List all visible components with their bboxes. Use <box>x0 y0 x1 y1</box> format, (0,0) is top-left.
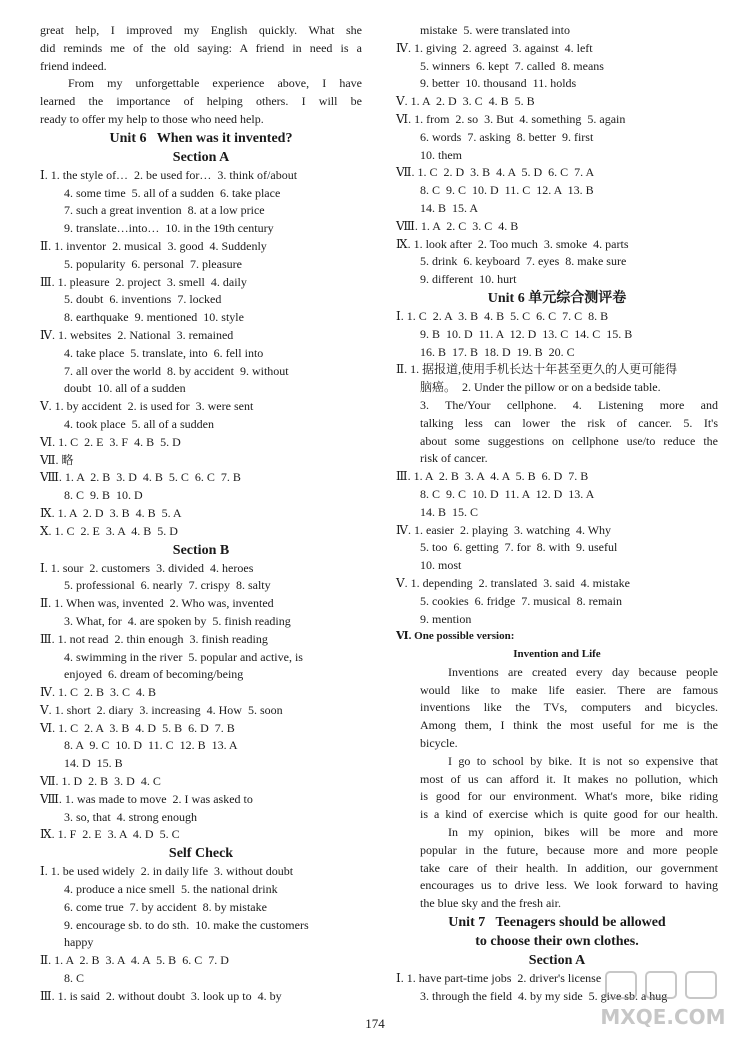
answer-line: enjoyed 6. dream of becoming/being <box>64 667 244 682</box>
answer-line: learned the importance of helping others. I will be <box>40 94 362 109</box>
answer-line: 4. took place 5. all of a sudden <box>64 416 214 431</box>
answer-line: 6. come true 7. by accident 8. by mistake <box>64 899 267 914</box>
answer-line: Invention and Life <box>513 648 601 661</box>
answer-line: 14. D 15. B <box>64 756 123 771</box>
answer-line: Ⅸ. 1. A 2. D 3. B 4. B 5. A <box>40 505 182 520</box>
answer-line: 9. B 10. D 11. A 12. D 13. C 14. C 15. B <box>420 326 633 341</box>
answer-line: 9. encourage sb. to do sth. 10. make the customers <box>64 917 309 932</box>
answer-line: Ⅷ. 1. was made to move 2. I was asked to <box>40 791 253 806</box>
answer-line: 3. through the field 4. by my side 5. give sb. a hug <box>420 988 668 1003</box>
answer-line: Ⅵ. One possible version: <box>396 630 515 643</box>
answer-line: Ⅶ. 1. C 2. D 3. B 4. A 5. D 6. C 7. A <box>396 165 595 180</box>
answer-line: 3. What, for 4. are spoken by 5. finish reading <box>64 613 291 628</box>
answer-line: Among them, I think the most useful for me is the <box>420 718 718 733</box>
answer-line: risk of cancer. <box>420 451 488 466</box>
answer-line: Ⅴ. 1. A 2. D 3. C 4. B 5. B <box>396 94 535 109</box>
answer-line: 5. popularity 6. personal 7. pleasure <box>64 256 242 271</box>
answer-line: Ⅱ. 1. A 2. B 3. A 4. A 5. B 6. C 7. D <box>40 953 229 968</box>
answer-line: Ⅵ. 1. C 2. A 3. B 4. D 5. B 6. D 7. B <box>40 720 235 735</box>
answer-line: doubt 10. all of a sudden <box>64 381 186 396</box>
answer-line: most of us can afford it. It makes no pollution, which <box>420 771 718 786</box>
answer-line: Ⅰ. 1. sour 2. customers 3. divided 4. heroes <box>40 560 254 575</box>
answer-line: 6. words 7. asking 8. better 9. first <box>420 129 594 144</box>
answer-line: Ⅰ. 1. the style of… 2. be used for… 3. think of/about <box>40 167 298 182</box>
answer-line: Ⅱ. 1. When was, invented 2. Who was, invented <box>40 596 274 611</box>
answer-line: 10. them <box>420 147 462 162</box>
answer-line: would like to make life easier. There are famous <box>420 682 718 697</box>
answer-line: Ⅸ. 1. F 2. E 3. A 4. D 5. C <box>40 827 180 842</box>
answer-line: 4. take place 5. translate, into 6. fell into <box>64 345 264 360</box>
answer-line: 5. professional 6. nearly 7. crispy 8. salty <box>64 578 271 593</box>
answer-line: talking less can lower the risk of cancer. 5. It's <box>420 415 718 430</box>
answer-line: Ⅹ. 1. C 2. E 3. A 4. B 5. D <box>40 523 178 538</box>
answer-line: popular in the future, because more and more people <box>420 842 718 857</box>
answer-line: 8. C 9. B 10. D <box>64 488 143 503</box>
answer-line: Ⅷ. 1. A 2. C 3. C 4. B <box>396 218 519 233</box>
answer-line: Ⅲ. 1. not read 2. thin enough 3. finish reading <box>40 631 268 646</box>
answer-line: 16. B 17. B 18. D 19. B 20. C <box>420 344 575 359</box>
answer-line: did reminds me of the old saying: A friend in need is a <box>40 40 362 55</box>
answer-line: 9. translate…into… 10. in the 19th century <box>64 221 274 236</box>
answer-line: Ⅳ. 1. easier 2. playing 3. watching 4. Why <box>396 522 612 537</box>
answer-line: bicycle. <box>420 736 458 751</box>
answer-line: 10. most <box>420 558 462 573</box>
answer-line: 4. produce a nice smell 5. the national drink <box>64 882 278 897</box>
answer-line: Ⅰ. 1. have part-time jobs 2. driver's license <box>396 971 602 986</box>
section-heading: Section A <box>172 149 230 165</box>
answer-line: 7. all over the world 8. by accident 9. without <box>64 363 289 378</box>
answer-line: 5. too 6. getting 7. for 8. with 9. useful <box>420 540 618 555</box>
answer-line: Ⅳ. 1. giving 2. agreed 3. against 4. left <box>396 40 593 55</box>
answer-line: inventions like the TVs, computers and bicycles. <box>420 700 718 715</box>
answer-line: is good for our environment. What's more, bike riding <box>420 789 718 804</box>
answer-line: 8. earthquake 9. mentioned 10. style <box>64 310 244 325</box>
answer-line: I go to school by bike. It is not so expensive that <box>448 753 718 768</box>
answer-line: Ⅲ. 1. A 2. B 3. A 4. A 5. B 6. D 7. B <box>396 469 589 484</box>
section-heading: Section A <box>528 953 586 969</box>
answer-line: 9. mention <box>420 611 472 626</box>
answer-line: about some suggestions on cellphone use/to reduce the <box>420 433 718 448</box>
answer-line: Ⅴ. 1. by accident 2. is used for 3. were sent <box>40 399 254 414</box>
answer-line: great help, I improved my English quickly. What she <box>40 23 362 37</box>
answer-line: the blue sky and the fresh air. <box>420 896 561 911</box>
section-heading: to choose their own clothes. <box>475 934 639 950</box>
answer-line: 3. The/Your cellphone. 4. Listening more and <box>420 397 718 412</box>
answer-line: 9. different 10. hurt <box>420 272 517 287</box>
answer-line: Ⅲ. 1. is said 2. without doubt 3. look up to 4. by <box>40 988 282 1003</box>
answer-line: 14. B 15. C <box>420 504 479 519</box>
answer-line: Ⅱ. 1. 据报道,使用手机长达十年甚至更久的人更可能得 <box>396 362 678 377</box>
answer-line: From my unforgettable experience above, I have <box>68 76 362 91</box>
answer-line: Ⅰ. 1. be used widely 2. in daily life 3. without doubt <box>40 864 294 879</box>
answer-line: Ⅷ. 1. A 2. B 3. D 4. B 5. C 6. C 7. B <box>40 470 241 485</box>
section-heading: Self Check <box>168 846 234 862</box>
answer-line: Ⅶ. 1. D 2. B 3. D 4. C <box>40 774 161 789</box>
svg-text:MXQE.COM: MXQE.COM <box>600 1005 726 1029</box>
answer-line: Ⅵ. 1. from 2. so 3. But 4. something 5. again <box>396 111 626 126</box>
answer-line: take care of their health. In addition, our government <box>420 860 718 875</box>
answer-line: Ⅵ. 1. C 2. E 3. F 4. B 5. D <box>40 434 181 449</box>
answer-line: Ⅳ. 1. C 2. B 3. C 4. B <box>40 685 157 700</box>
answer-line: 8. C <box>64 971 85 986</box>
answer-line: 14. B 15. A <box>420 200 479 215</box>
section-heading: Section B <box>172 542 230 558</box>
answer-line: ready to offer my help to those who need help. <box>40 111 264 126</box>
answer-line: 9. better 10. thousand 11. holds <box>420 76 577 91</box>
section-heading: Unit 6 单元综合测评卷 <box>487 290 627 306</box>
answer-line: Inventions are created every day because people <box>448 664 718 679</box>
section-heading: Unit 6 When was it invented? <box>109 130 293 146</box>
answer-line: Ⅴ. 1. depending 2. translated 3. said 4. mistake <box>396 575 630 590</box>
answer-line: Ⅶ. 略 <box>40 452 74 467</box>
answer-line: 4. some time 5. all of a sudden 6. take place <box>64 185 281 200</box>
answer-line: Ⅴ. 1. short 2. diary 3. increasing 4. How 5. soon <box>40 702 283 717</box>
answer-line: 5. winners 6. kept 7. called 8. means <box>420 58 604 73</box>
answer-line: 脑癌。 2. Under the pillow or on a bedside table. <box>420 380 661 395</box>
answer-line: happy <box>64 935 94 950</box>
answer-line: Ⅸ. 1. look after 2. Too much 3. smoke 4. parts <box>396 236 629 251</box>
watermark-logo <box>588 968 738 1034</box>
answer-line: encourages us to drive less. We look forward to having <box>420 878 718 893</box>
answer-line: is a kind of exercise which is quite good for our health. <box>420 807 718 822</box>
answer-line: 8. A 9. C 10. D 11. C 12. B 13. A <box>64 738 238 753</box>
answer-line: 3. so, that 4. strong enough <box>64 809 197 824</box>
page-number: 174 <box>365 1016 385 1031</box>
answer-line: 5. drink 6. keyboard 7. eyes 8. make sure <box>420 254 627 269</box>
answer-line: 8. C 9. C 10. D 11. A 12. D 13. A <box>420 486 595 501</box>
right-column <box>396 22 718 1006</box>
section-heading: Unit 7 Teenagers should be allowed <box>448 915 666 931</box>
answer-line: 4. swimming in the river 5. popular and active, is <box>64 649 303 664</box>
answer-line: Ⅳ. 1. websites 2. National 3. remained <box>40 327 234 342</box>
answer-line: 5. cookies 6. fridge 7. musical 8. remain <box>420 593 622 608</box>
answer-line: In my opinion, bikes will be more and more <box>448 825 718 840</box>
answer-line: 5. doubt 6. inventions 7. locked <box>64 292 222 307</box>
answer-line: 8. C 9. C 10. D 11. C 12. A 13. B <box>420 183 594 198</box>
answer-line: Ⅱ. 1. inventor 2. musical 3. good 4. Suddenly <box>40 238 267 253</box>
answer-line: Ⅲ. 1. pleasure 2. project 3. smell 4. daily <box>40 274 247 289</box>
left-column <box>40 22 362 1006</box>
answer-line: 7. such a great invention 8. at a low price <box>64 203 265 218</box>
answer-line: friend indeed. <box>40 58 107 73</box>
answer-line: mistake 5. were translated into <box>420 23 570 37</box>
answer-line: Ⅰ. 1. C 2. A 3. B 4. B 5. C 6. C 7. C 8. B <box>396 308 609 323</box>
